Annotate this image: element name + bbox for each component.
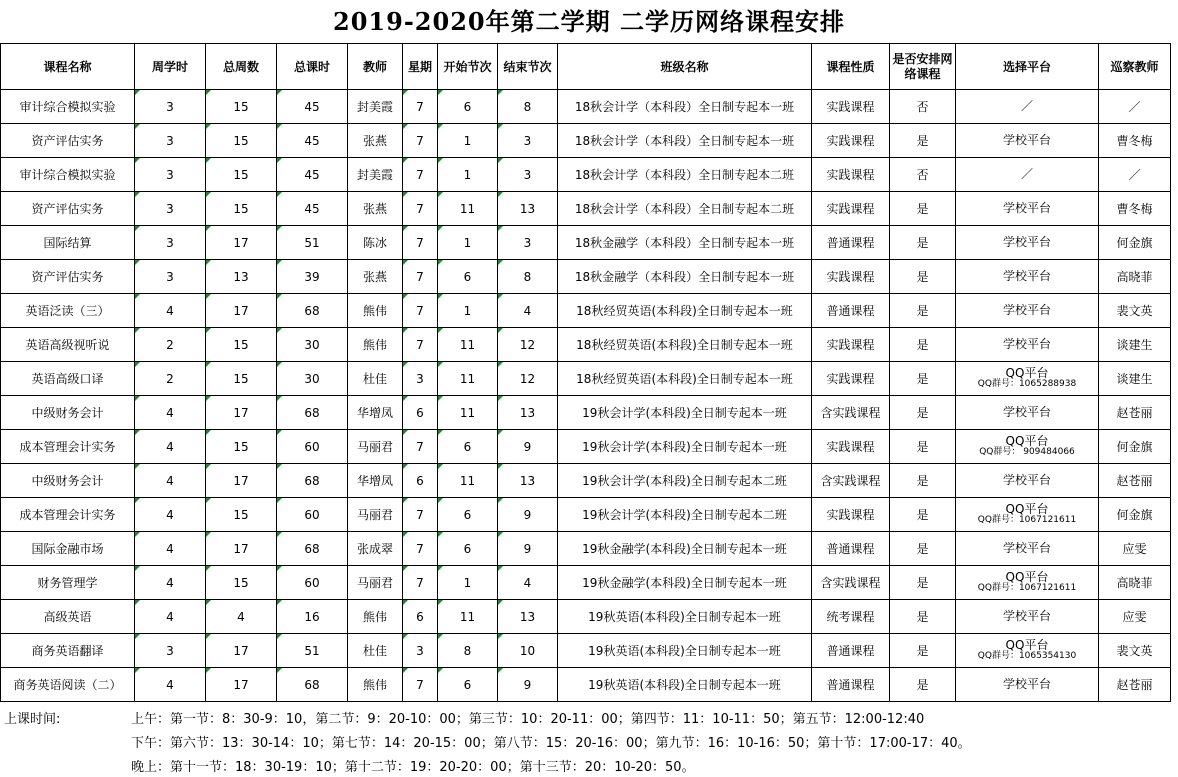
nature-cell[interactable]: 实践课程 [812,192,890,226]
table-row [1,328,1171,362]
weekday-cell[interactable]: 6 [403,600,438,634]
class-cell[interactable]: 18秋经贸英语(本科段)全日制专起本一班 [558,362,812,396]
end-period-cell[interactable]: 9 [498,532,558,566]
weekly-hours-cell[interactable]: 3 [135,634,206,668]
total-weeks-cell[interactable]: 17 [206,668,277,702]
table-row [1,396,1171,430]
nature-cell[interactable]: 实践课程 [812,158,890,192]
platform-cell[interactable]: 学校平台 [956,328,1099,362]
total-hours-cell[interactable]: 30 [277,328,348,362]
online-cell[interactable]: 是 [890,634,956,668]
course-cell[interactable]: 国际金融市场 [1,532,135,566]
platform-cell[interactable] [956,634,1099,668]
nature-cell[interactable]: 普通课程 [812,634,890,668]
platform-cell[interactable]: 学校平台 [956,124,1099,158]
class-cell[interactable]: 19秋会计学(本科段)全日制专起本一班 [558,430,812,464]
inspector-cell[interactable]: 裴文英 [1099,294,1171,328]
nature-cell[interactable]: 实践课程 [812,124,890,158]
course-cell[interactable]: 资产评估实务 [1,260,135,294]
end-period-cell[interactable]: 10 [498,634,558,668]
qq-group-number: QQ群号：1067121611 [977,514,1077,525]
platform-cell[interactable]: 学校平台 [956,192,1099,226]
class-cell[interactable]: 19秋金融学(本科段)全日制专起本一班 [558,566,812,600]
online-cell[interactable]: 是 [890,566,956,600]
header-class[interactable]: 班级名称 [558,44,812,90]
nature-cell[interactable]: 统考课程 [812,600,890,634]
weekday-cell[interactable]: 7 [403,158,438,192]
start-period-cell[interactable]: 11 [438,362,498,396]
total-weeks-cell[interactable]: 4 [206,600,277,634]
total-weeks-cell[interactable]: 17 [206,634,277,668]
table-row [1,430,1171,464]
total-weeks-cell[interactable]: 15 [206,158,277,192]
table-row [1,124,1171,158]
table-row [1,294,1171,328]
course-cell[interactable]: 成本管理会计实务 [1,498,135,532]
platform-name: QQ平台 [1005,433,1049,448]
weekly-hours-cell[interactable]: 3 [135,124,206,158]
inspector-cell[interactable]: 应雯 [1099,600,1171,634]
inspector-cell[interactable]: 赵苍丽 [1099,668,1171,702]
times-label: 上课时间: [4,712,61,727]
platform-name: QQ平台 [1005,637,1049,652]
table-row [1,532,1171,566]
platform-cell[interactable]: 学校平台 [956,260,1099,294]
course-cell[interactable]: 商务英语翻译 [1,634,135,668]
course-cell[interactable]: 中级财务会计 [1,396,135,430]
total-hours-cell[interactable]: 39 [277,260,348,294]
nature-cell[interactable]: 普通课程 [812,668,890,702]
total-hours-cell[interactable]: 45 [277,192,348,226]
nature-cell[interactable]: 含实践课程 [812,396,890,430]
end-period-cell[interactable]: 8 [498,260,558,294]
class-cell[interactable]: 18秋经贸英语(本科段)全日制专起本一班 [558,328,812,362]
nature-cell[interactable]: 实践课程 [812,498,890,532]
times-evening: 晚上：第十一节：18：30-19：10；第十二节：19：20-20：00；第十三节：20：10-20：50。 [131,760,695,775]
total-weeks-cell[interactable]: 15 [206,328,277,362]
online-cell[interactable]: 是 [890,668,956,702]
header-end-period[interactable]: 结束节次 [498,44,558,90]
total-weeks-cell[interactable]: 13 [206,260,277,294]
weekly-hours-cell[interactable]: 2 [135,362,206,396]
qq-group-number: QQ群号：1065354130 [977,650,1077,661]
weekday-cell[interactable]: 3 [403,634,438,668]
inspector-cell[interactable]: 高晓菲 [1099,566,1171,600]
total-hours-cell[interactable]: 68 [277,532,348,566]
inspector-cell[interactable]: 曹冬梅 [1099,124,1171,158]
header-total-weeks[interactable]: 总周数 [206,44,277,90]
teacher-cell[interactable]: 马丽君 [348,566,403,600]
inspector-cell[interactable]: ／ [1099,90,1171,124]
teacher-cell[interactable]: 熊伟 [348,668,403,702]
teacher-cell[interactable]: 熊伟 [348,294,403,328]
table-row [1,260,1171,294]
teacher-cell[interactable]: 封美霞 [348,158,403,192]
platform-cell[interactable]: 学校平台 [956,600,1099,634]
inspector-cell[interactable]: 何金旗 [1099,430,1171,464]
weekday-cell[interactable]: 7 [403,668,438,702]
platform-cell[interactable]: 学校平台 [956,396,1099,430]
header-weekday[interactable]: 星期 [403,44,438,90]
online-cell[interactable]: 是 [890,226,956,260]
end-period-cell[interactable]: 13 [498,192,558,226]
start-period-cell[interactable]: 11 [438,464,498,498]
total-weeks-cell[interactable]: 17 [206,396,277,430]
total-weeks-cell[interactable]: 17 [206,226,277,260]
start-period-cell[interactable]: 6 [438,668,498,702]
total-weeks-cell[interactable]: 17 [206,464,277,498]
course-cell[interactable]: 英语高级口译 [1,362,135,396]
teacher-cell[interactable]: 杜佳 [348,634,403,668]
online-cell[interactable]: 否 [890,90,956,124]
start-period-cell[interactable]: 1 [438,158,498,192]
platform-name: QQ平台 [1005,569,1049,584]
end-period-cell[interactable]: 4 [498,566,558,600]
start-period-cell[interactable]: 1 [438,124,498,158]
online-cell[interactable]: 是 [890,294,956,328]
total-hours-cell[interactable]: 68 [277,294,348,328]
table-row [1,192,1171,226]
weekday-cell[interactable]: 7 [403,430,438,464]
total-hours-cell[interactable]: 68 [277,396,348,430]
course-cell[interactable]: 商务英语阅读（二） [1,668,135,702]
start-period-cell[interactable]: 6 [438,532,498,566]
teacher-cell[interactable]: 封美霞 [348,90,403,124]
total-hours-cell[interactable]: 60 [277,430,348,464]
course-cell[interactable]: 中级财务会计 [1,464,135,498]
times-afternoon: 下午：第六节：13：30-14：10；第七节：14：20-15：00；第八节：15：20-16：00；第九节：16：10-16：50；第十节：17:00-17：40。 [131,736,971,751]
end-period-cell[interactable]: 13 [498,396,558,430]
online-cell[interactable]: 是 [890,192,956,226]
weekly-hours-cell[interactable]: 3 [135,192,206,226]
teacher-cell[interactable]: 华增凤 [348,396,403,430]
weekday-cell[interactable]: 7 [403,226,438,260]
class-cell[interactable]: 18秋会计学（本科段）全日制专起本二班 [558,192,812,226]
end-period-cell[interactable]: 12 [498,362,558,396]
class-cell[interactable]: 18秋金融学（本科段）全日制专起本一班 [558,226,812,260]
course-cell[interactable]: 审计综合模拟实验 [1,90,135,124]
online-cell[interactable]: 是 [890,396,956,430]
qq-group-number: QQ群号：1065288938 [977,378,1077,389]
nature-cell[interactable]: 普通课程 [812,226,890,260]
table-row [1,498,1171,532]
platform-cell[interactable]: 学校平台 [956,668,1099,702]
inspector-cell[interactable]: 赵苍丽 [1099,464,1171,498]
teacher-cell[interactable]: 熊伟 [348,600,403,634]
platform-cell[interactable] [956,430,1099,464]
class-cell[interactable]: 19秋英语(本科段)全日制专起本一班 [558,668,812,702]
class-times [0,704,1178,777]
header-weekly-hours[interactable]: 周学时 [135,44,206,90]
inspector-cell[interactable]: 裴文英 [1099,634,1171,668]
class-cell[interactable]: 19秋会计学(本科段)全日制专起本二班 [558,464,812,498]
weekday-cell[interactable]: 6 [403,396,438,430]
teacher-cell[interactable]: 熊伟 [348,328,403,362]
table-row [1,600,1171,634]
start-period-cell[interactable]: 1 [438,294,498,328]
class-cell[interactable]: 19秋会计学(本科段)全日制专起本一班 [558,396,812,430]
total-hours-cell[interactable]: 68 [277,464,348,498]
weekly-hours-cell[interactable]: 4 [135,498,206,532]
weekly-hours-cell[interactable]: 4 [135,294,206,328]
online-cell[interactable]: 是 [890,532,956,566]
total-hours-cell[interactable]: 51 [277,226,348,260]
weekday-cell[interactable]: 7 [403,498,438,532]
nature-cell[interactable]: 实践课程 [812,260,890,294]
course-cell[interactable]: 国际结算 [1,226,135,260]
header-total-hours[interactable]: 总课时 [277,44,348,90]
table-row [1,668,1171,702]
course-cell[interactable]: 资产评估实务 [1,192,135,226]
online-cell[interactable]: 是 [890,430,956,464]
total-weeks-cell[interactable]: 15 [206,124,277,158]
schedule-table [0,43,1171,702]
class-cell[interactable]: 19秋英语(本科段)全日制专起本一班 [558,634,812,668]
start-period-cell[interactable]: 6 [438,498,498,532]
platform-cell[interactable] [956,566,1099,600]
class-cell[interactable]: 19秋金融学(本科段)全日制专起本一班 [558,532,812,566]
weekday-cell[interactable]: 7 [403,90,438,124]
platform-cell[interactable]: ／ [956,158,1099,192]
header-platform[interactable]: 选择平台 [956,44,1099,90]
start-period-cell[interactable]: 11 [438,396,498,430]
online-cell[interactable]: 是 [890,600,956,634]
weekday-cell[interactable]: 6 [403,464,438,498]
table-row [1,566,1171,600]
inspector-cell[interactable]: 应雯 [1099,532,1171,566]
weekday-cell[interactable]: 3 [403,362,438,396]
total-hours-cell[interactable]: 60 [277,566,348,600]
end-period-cell[interactable]: 13 [498,464,558,498]
teacher-cell[interactable]: 张燕 [348,192,403,226]
online-cell[interactable]: 是 [890,464,956,498]
weekday-cell[interactable]: 7 [403,566,438,600]
nature-cell[interactable]: 含实践课程 [812,566,890,600]
total-hours-cell[interactable]: 45 [277,158,348,192]
online-cell[interactable]: 是 [890,498,956,532]
weekly-hours-cell[interactable]: 4 [135,668,206,702]
start-period-cell[interactable]: 8 [438,634,498,668]
course-cell[interactable]: 资产评估实务 [1,124,135,158]
class-cell[interactable]: 19秋英语(本科段)全日制专起本一班 [558,600,812,634]
start-period-cell[interactable]: 1 [438,226,498,260]
total-weeks-cell[interactable]: 15 [206,362,277,396]
class-cell[interactable]: 18秋经贸英语(本科段)全日制专起本一班 [558,294,812,328]
qq-group-number: QQ群号：1067121611 [977,582,1077,593]
total-hours-cell[interactable]: 30 [277,362,348,396]
end-period-cell[interactable]: 9 [498,430,558,464]
weekly-hours-cell[interactable]: 4 [135,532,206,566]
class-cell[interactable]: 18秋金融学（本科段）全日制专起本一班 [558,260,812,294]
teacher-cell[interactable]: 马丽君 [348,430,403,464]
platform-name: QQ平台 [1005,501,1049,516]
total-hours-cell[interactable]: 16 [277,600,348,634]
nature-cell[interactable]: 普通课程 [812,532,890,566]
table-row [1,90,1171,124]
end-period-cell[interactable]: 3 [498,158,558,192]
nature-cell[interactable]: 实践课程 [812,430,890,464]
inspector-cell[interactable]: 曹冬梅 [1099,192,1171,226]
teacher-cell[interactable]: 陈冰 [348,226,403,260]
header-teacher[interactable]: 教师 [348,44,403,90]
weekly-hours-cell[interactable]: 4 [135,396,206,430]
weekly-hours-cell[interactable]: 3 [135,158,206,192]
inspector-cell[interactable]: 谈建生 [1099,328,1171,362]
platform-cell[interactable]: 学校平台 [956,294,1099,328]
weekly-hours-cell[interactable]: 3 [135,260,206,294]
header-inspector[interactable]: 巡察教师 [1099,44,1171,90]
table-row [1,362,1171,396]
course-cell[interactable]: 高级英语 [1,600,135,634]
teacher-cell[interactable]: 张燕 [348,260,403,294]
online-cell[interactable]: 否 [890,158,956,192]
weekly-hours-cell[interactable]: 4 [135,430,206,464]
weekday-cell[interactable]: 7 [403,192,438,226]
total-hours-cell[interactable]: 45 [277,90,348,124]
table-row [1,226,1171,260]
table-row [1,634,1171,668]
weekday-cell[interactable]: 7 [403,294,438,328]
inspector-cell[interactable]: 何金旗 [1099,498,1171,532]
start-period-cell[interactable]: 11 [438,600,498,634]
class-cell[interactable]: 19秋会计学(本科段)全日制专起本二班 [558,498,812,532]
inspector-cell[interactable]: 高晓菲 [1099,260,1171,294]
weekly-hours-cell[interactable]: 4 [135,464,206,498]
start-period-cell[interactable]: 11 [438,328,498,362]
class-cell[interactable]: 18秋会计学（本科段）全日制专起本一班 [558,90,812,124]
qq-group-number: QQ群号： 909484066 [979,446,1075,457]
online-cell[interactable]: 是 [890,124,956,158]
online-cell[interactable]: 是 [890,362,956,396]
teacher-cell[interactable]: 华增凤 [348,464,403,498]
weekly-hours-cell[interactable]: 3 [135,226,206,260]
end-period-cell[interactable]: 8 [498,90,558,124]
total-weeks-cell[interactable]: 15 [206,192,277,226]
platform-cell[interactable] [956,498,1099,532]
start-period-cell[interactable]: 6 [438,260,498,294]
nature-cell[interactable]: 实践课程 [812,328,890,362]
nature-cell[interactable]: 含实践课程 [812,464,890,498]
platform-cell[interactable]: 学校平台 [956,532,1099,566]
total-weeks-cell[interactable]: 17 [206,294,277,328]
weekday-cell[interactable]: 7 [403,532,438,566]
weekly-hours-cell[interactable]: 4 [135,566,206,600]
teacher-cell[interactable]: 杜佳 [348,362,403,396]
course-cell[interactable]: 英语泛读（三） [1,294,135,328]
platform-cell[interactable]: ／ [956,90,1099,124]
sheet-title: 2019-2020年第二学期 二学历网络课程安排 [333,7,845,36]
header-course[interactable]: 课程名称 [1,44,135,90]
teacher-cell[interactable]: 张燕 [348,124,403,158]
course-cell[interactable]: 成本管理会计实务 [1,430,135,464]
total-weeks-cell[interactable]: 15 [206,498,277,532]
table-row [1,158,1171,192]
inspector-cell[interactable]: 赵苍丽 [1099,396,1171,430]
class-cell[interactable]: 18秋会计学（本科段）全日制专起本一班 [558,124,812,158]
total-weeks-cell[interactable]: 15 [206,90,277,124]
teacher-cell[interactable]: 马丽君 [348,498,403,532]
inspector-cell[interactable]: 谈建生 [1099,362,1171,396]
total-hours-cell[interactable]: 51 [277,634,348,668]
inspector-cell[interactable]: 何金旗 [1099,226,1171,260]
weekday-cell[interactable]: 7 [403,328,438,362]
weekly-hours-cell[interactable]: 2 [135,328,206,362]
inspector-cell[interactable]: ／ [1099,158,1171,192]
teacher-cell[interactable]: 张成翠 [348,532,403,566]
total-hours-cell[interactable]: 68 [277,668,348,702]
end-period-cell[interactable]: 13 [498,600,558,634]
course-cell[interactable]: 财务管理学 [1,566,135,600]
total-hours-cell[interactable]: 60 [277,498,348,532]
end-period-cell[interactable]: 9 [498,668,558,702]
start-period-cell[interactable]: 1 [438,566,498,600]
total-hours-cell[interactable]: 45 [277,124,348,158]
total-weeks-cell[interactable]: 15 [206,430,277,464]
platform-cell[interactable]: 学校平台 [956,226,1099,260]
online-cell[interactable]: 是 [890,328,956,362]
total-weeks-cell[interactable]: 15 [206,566,277,600]
header-nature[interactable]: 课程性质 [812,44,890,90]
end-period-cell[interactable]: 12 [498,328,558,362]
header-start-period[interactable]: 开始节次 [438,44,498,90]
nature-cell[interactable]: 实践课程 [812,90,890,124]
start-period-cell[interactable]: 6 [438,90,498,124]
end-period-cell[interactable]: 9 [498,498,558,532]
weekday-cell[interactable]: 7 [403,260,438,294]
class-cell[interactable]: 18秋会计学（本科段）全日制专起本二班 [558,158,812,192]
start-period-cell[interactable]: 6 [438,430,498,464]
platform-cell[interactable]: 学校平台 [956,464,1099,498]
table-row [1,464,1171,498]
start-period-cell[interactable]: 11 [438,192,498,226]
times-morning: 上午：第一节：8：30-9：10，第二节：9：20-10：00；第三节：10：20-11：00；第四节：11：10-11：50；第五节：12:00-12:40 [131,712,925,727]
weekly-hours-cell[interactable]: 4 [135,600,206,634]
weekday-cell[interactable]: 7 [403,124,438,158]
end-period-cell[interactable]: 4 [498,294,558,328]
total-weeks-cell[interactable]: 17 [206,532,277,566]
weekly-hours-cell[interactable]: 3 [135,90,206,124]
header-online[interactable]: 是否安排网络课程 [890,44,956,90]
header-row [1,44,1171,90]
course-cell[interactable]: 英语高级视听说 [1,328,135,362]
nature-cell[interactable]: 实践课程 [812,362,890,396]
nature-cell[interactable]: 普通课程 [812,294,890,328]
course-cell[interactable]: 审计综合模拟实验 [1,158,135,192]
end-period-cell[interactable]: 3 [498,124,558,158]
online-cell[interactable]: 是 [890,260,956,294]
platform-name: QQ平台 [1005,365,1049,380]
platform-cell[interactable] [956,362,1099,396]
end-period-cell[interactable]: 3 [498,226,558,260]
